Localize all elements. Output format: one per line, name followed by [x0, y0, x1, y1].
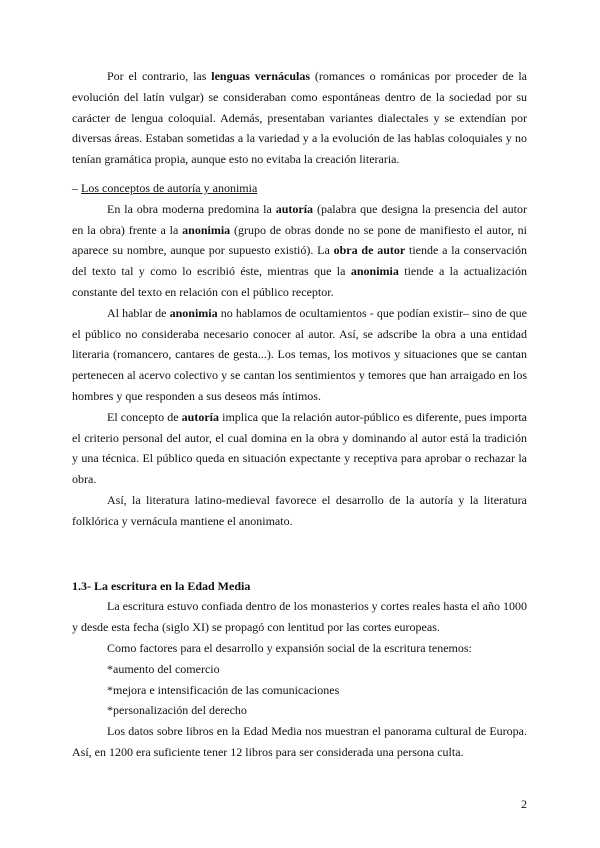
section-title-text: Los conceptos de autoría y anonimia — [81, 180, 258, 195]
section-title: – Los conceptos de autoría y anonimia — [72, 180, 258, 195]
list-item: *personalización del derecho — [107, 703, 247, 718]
bold-term: anonimia — [350, 264, 399, 279]
paragraph-lenguas-vernaculas: Por el contrario, las lenguas vernáculas (romances o románicas por proceder de la evolución del latín vulgar) se consideraban como espontáneas dentro de la sociedad por su carácter de lengua coloquial. Además, presentaban variantes dialectales y se extendían por diversas áreas. Estaban sometidas a la variedad y a la evolución de las hablas coloquiales y no tenían gramática propia, aunque esto no evitaba la creación literaria. — [72, 69, 527, 167]
paragraph-concepto-autoria: El concepto de autoría implica que la relación autor-público es diferente, pues importa el criterio personal del autor, el cual domina en la obra y dominando al autor está la tradición y una técnica. El público queda en situación expectante y receptiva para aprobar o rechazar la obra. — [72, 409, 527, 487]
section-heading: 1.3- La escritura en la Edad Media — [72, 578, 251, 593]
document-page — [72, 66, 527, 763]
paragraph-escritura: La escritura estuvo confiada dentro de los monasterios y cortes reales hasta el año 1000 y desde esta fecha (siglo XI) se propagó con lentitud por las cortes europeas. — [72, 599, 527, 635]
paragraph-autoria: En la obra moderna predomina la autoría (palabra que designa la presencia del autor en la obra) frente a la anonimia (grupo de obras donde no se pone de manifiesto el autor, ni aparece su nombre, aunque por supuesto existió). La obra de autor tiende a la conservación del texto tal y como lo escribió éste, mientras que la anonimia tiende a la actualización constante del texto en relación con el público receptor. — [72, 201, 528, 299]
paragraph-factores: Como factores para el desarrollo y expansión social de la escritura tenemos: — [107, 640, 472, 655]
bold-term: obra de autor — [333, 243, 406, 258]
bold-term: autoría — [181, 409, 219, 424]
paragraph-libros: Los datos sobre libros en la Edad Media nos muestran el panorama cultural de Europa. Así, en 1200 era suficiente tener 12 libros para ser considerada una persona culta. — [72, 724, 527, 759]
paragraph-anonimia: Al hablar de anonimia no hablamos de ocultamientos - que podían existir– sino de que el público no consideraba necesario conocer al autor. Así, se adscribe la obra a una entidad literaria (romancero, cantares de gesta...). Los temas, los motivos y situaciones que se cantan pertenecen al acervo colectivo y se cantan los sentimientos y temores que han arraigado en los hombres y que responden a sus deseos más íntimos. — [72, 305, 527, 403]
paragraph-literatura: Así, la literatura latino-medieval favorece el desarrollo de la autoría y la literatura folklórica y vernácula mantiene el anonimato. — [72, 492, 527, 528]
list-item: *mejora e intensificación de las comunicaciones — [107, 682, 340, 697]
bold-term: anonimia — [169, 305, 218, 320]
bold-term: anonimia — [182, 222, 231, 237]
bold-term: lenguas vernáculas — [211, 69, 311, 83]
list-item: *aumento del comercio — [107, 661, 220, 676]
page-number: 2 — [521, 797, 527, 811]
bold-term: autoría — [275, 201, 314, 216]
